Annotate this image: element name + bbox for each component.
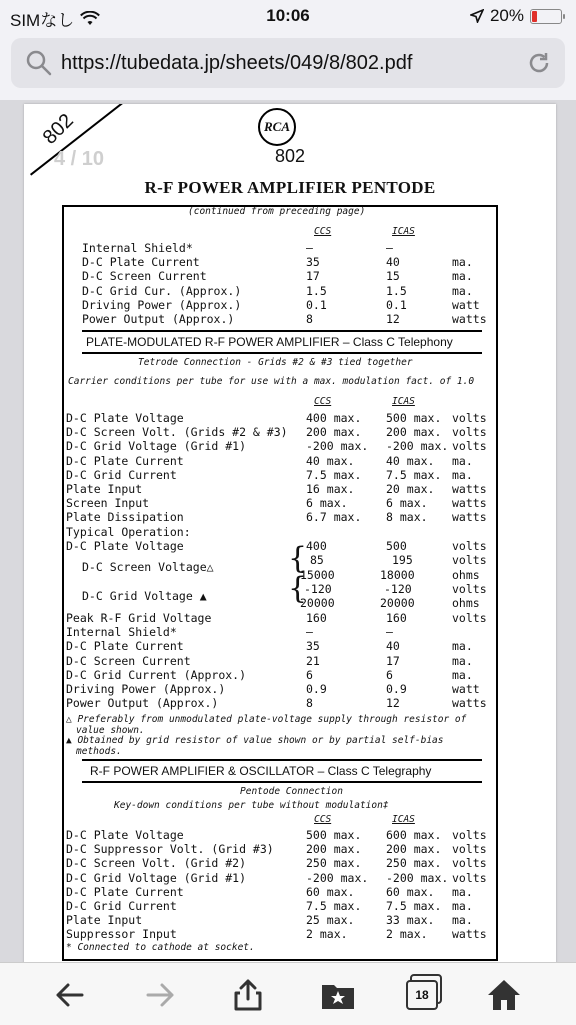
spec-row-ccs: 0.1 (306, 297, 327, 312)
address-bar-container (0, 32, 576, 100)
spec-row-unit: volts (452, 870, 487, 885)
spec-row-ccs: -200 max. (306, 439, 369, 454)
spec-row-icas: 160 (386, 611, 407, 625)
spec-row-unit: watts (452, 482, 487, 496)
spec-row-ccs: 250 max. (306, 856, 362, 871)
spec-row-label: D-C Screen Current (82, 269, 207, 284)
spec-row-unit: volts (452, 425, 487, 440)
spec-row-icas: 8 max. (386, 510, 428, 525)
spec-row-icas: 500 (386, 538, 407, 553)
spec-row-ccs: 35 (306, 255, 320, 270)
grid-resistor-unit: ohms (452, 596, 480, 610)
spec-row-ccs: 7.5 max. (306, 899, 362, 913)
spec-row-icas: 1.5 (386, 283, 407, 298)
spec-row-unit: ma. (452, 255, 473, 270)
col-header-icas: ICAS (392, 814, 415, 825)
spec-row-ccs: 160 (306, 611, 327, 625)
spec-row-ccs: 40 max. (306, 453, 355, 468)
section3-sub1: Pentode Connection (240, 786, 343, 797)
section-rule (82, 781, 482, 783)
status-right (470, 6, 562, 26)
spec-row-unit: volts (452, 439, 487, 454)
spec-row-ccs: 21 (306, 653, 320, 668)
note-2: ▲ Obtained by grid resistor of value shown or by partial self-bias (66, 735, 444, 746)
spec-row-label: D-C Plate Voltage (66, 538, 184, 553)
spec-row-icas: 6 max. (386, 496, 428, 511)
spec-row-icas: 33 max. (386, 913, 435, 928)
spec-row-icas: 0.9 (386, 682, 407, 696)
search-icon (25, 49, 53, 77)
spec-row-unit: volts (452, 828, 487, 842)
spec-row-label: D-C Grid Voltage (Grid #1) (66, 870, 247, 885)
spec-row-label: D-C Plate Current (66, 884, 184, 899)
pdf-page (24, 104, 556, 962)
spec-row-unit: watts (452, 927, 487, 942)
spec-row-unit: ma. (452, 453, 473, 468)
section-rule (82, 352, 482, 354)
spec-row-ccs: 35 (306, 639, 320, 654)
screen-voltage-unit: volts (452, 553, 487, 567)
spec-row-unit: ma. (452, 653, 473, 668)
spec-row-icas: 2 max. (386, 927, 428, 942)
note-2b: methods. (76, 746, 122, 757)
section-rule (82, 759, 482, 761)
battery-percent: 20% (489, 6, 524, 25)
page-indicator: 4 / 10 (54, 148, 105, 170)
spec-row-label: D-C Plate Current (82, 255, 200, 270)
status-time: 10:06 (266, 6, 310, 25)
spec-row-ccs: -200 max. (306, 870, 369, 885)
section2-sub1: Tetrode Connection - Grids #2 & #3 tied together (138, 357, 413, 368)
col-header-ccs: CCS (314, 814, 332, 825)
continued-note: (continued from preceding page) (188, 206, 366, 217)
spec-row-unit: ma. (452, 884, 473, 899)
battery-level (532, 11, 537, 22)
section3-title: R-F POWER AMPLIFIER & OSCILLATOR – Class C Telegraphy (90, 764, 432, 778)
spec-row-icas: 12 (386, 696, 400, 711)
spec-row-icas: 40 max. (386, 453, 435, 468)
bookmarks-icon[interactable] (320, 977, 356, 1013)
spec-row-label: Plate Dissipation (66, 510, 184, 525)
section2-sub2: Carrier conditions per tube for use with a max. modulation fact. of 1.0 (68, 376, 475, 387)
screen-resistor-unit: ohms (452, 568, 480, 582)
spec-row-label: D-C Grid Cur. (Approx.) (82, 283, 242, 298)
spec-row-label: D-C Screen Volt. (Grid #2) (66, 856, 247, 871)
spec-row-ccs: 400 max. (306, 411, 362, 425)
tabs-button[interactable] (406, 977, 442, 1013)
grid-resistor-icas: 20000 (380, 596, 415, 610)
rca-logo: RCA (258, 108, 296, 146)
spec-row-unit: watts (452, 496, 487, 511)
spec-row-ccs: 6 (306, 667, 313, 682)
spec-row-unit: watts (452, 696, 487, 711)
grid-resistor-ccs: 20000 (300, 596, 335, 610)
spec-row-unit: ma. (452, 899, 473, 913)
spec-row-label: Suppressor Input (66, 927, 177, 942)
spec-row-ccs: 500 max. (306, 828, 362, 842)
grid-voltage-icas: -120 (384, 582, 412, 596)
battery-icon (530, 9, 562, 24)
spec-row-ccs: 2 max. (306, 927, 348, 942)
spec-row-label: Plate Input (66, 913, 143, 928)
col-header-icas: ICAS (392, 396, 415, 407)
spec-row-icas: 7.5 max. (386, 467, 442, 482)
spec-row-label: D-C Screen Volt. (Grids #2 & #3) (66, 425, 288, 440)
note-1b: value shown. (76, 725, 145, 736)
spec-row-unit: volts (452, 611, 487, 625)
spec-row-icas: 17 (386, 653, 400, 668)
spec-row-ccs: 200 max. (306, 842, 362, 857)
grid-voltage-label: D-C Grid Voltage ▲ (82, 589, 207, 603)
spec-row-unit: volts (452, 538, 487, 553)
spec-row-ccs: 8 (306, 696, 313, 711)
spec-row-icas: – (386, 241, 393, 255)
spec-row-unit: watts (452, 510, 487, 525)
spec-row-label: Driving Power (Approx.) (82, 297, 242, 312)
spec-row-icas: 40 (386, 639, 400, 654)
spec-row-ccs: – (306, 625, 313, 640)
doc-title: R-F POWER AMPLIFIER PENTODE (144, 178, 436, 197)
spec-row-icas: 20 max. (386, 482, 435, 496)
spec-row-icas: 60 max. (386, 884, 435, 899)
spec-row-unit: ma. (452, 283, 473, 298)
grid-voltage-ccs: -120 (304, 582, 332, 596)
brace: { (288, 541, 308, 576)
reload-icon[interactable] (527, 51, 551, 75)
spec-row-ccs: 17 (306, 269, 320, 284)
spec-row-unit: ma. (452, 639, 473, 654)
forward-arrow-icon[interactable] (142, 977, 178, 1013)
spec-row-unit: volts (452, 842, 487, 857)
spec-row-ccs: 200 max. (306, 425, 362, 440)
spec-row-label: D-C Plate Current (66, 639, 184, 654)
location-arrow-icon (470, 9, 484, 23)
spec-row-icas: 12 (386, 312, 400, 326)
spec-row-icas: 15 (386, 269, 400, 284)
spec-row-icas: 600 max. (386, 828, 442, 842)
spec-row-unit: ma. (452, 667, 473, 682)
spec-row-icas: 250 max. (386, 856, 442, 871)
tube-number: 802 (274, 146, 306, 166)
spec-row-label: Driving Power (Approx.) (66, 682, 226, 696)
spec-row-label: Typical Operation: (66, 524, 191, 539)
share-icon[interactable] (230, 977, 266, 1013)
spec-row-icas: -200 max. (386, 870, 449, 885)
spec-row-label: D-C Screen Current (66, 653, 191, 668)
spec-row-label: Power Output (Approx.) (66, 696, 219, 711)
spec-row-unit: ma. (452, 467, 473, 482)
spec-row-unit: watt (452, 682, 480, 696)
spec-row-ccs: 25 max. (306, 913, 355, 928)
corner-tube-tag: 802 (38, 109, 78, 149)
spec-row-icas: 200 max. (386, 425, 442, 440)
spec-row-label: Peak R-F Grid Voltage (66, 611, 212, 625)
browser-toolbar (0, 962, 576, 1025)
spec-row-icas: – (386, 625, 393, 640)
spec-row-label: D-C Suppressor Volt. (Grid #3) (66, 842, 274, 857)
screen-resistor-icas: 18000 (380, 568, 415, 582)
spec-row-label: Internal Shield* (82, 241, 193, 255)
screen-voltage-label: D-C Screen Voltage△ (82, 560, 214, 574)
carrier-label: SIMなし (10, 11, 75, 30)
col-header-ccs: CCS (314, 396, 332, 407)
spec-row-unit: volts (452, 856, 487, 871)
spec-row-ccs: 60 max. (306, 884, 355, 899)
spec-row-icas: 200 max. (386, 842, 442, 857)
note-1: △ Preferably from unmodulated plate-voltage supply through resistor of (66, 714, 467, 725)
spec-row-label: D-C Plate Voltage (66, 828, 184, 842)
brace: { (288, 571, 308, 606)
spec-row-ccs: 6 max. (306, 496, 348, 511)
spec-row-label: Power Output (Approx.) (82, 312, 235, 326)
footnote: * Connected to cathode at socket. (66, 942, 255, 953)
pdf-viewport[interactable] (0, 100, 576, 962)
spec-row-icas: 0.1 (386, 297, 407, 312)
spec-row-label: D-C Grid Voltage (Grid #1) (66, 439, 247, 454)
spec-row-label: Internal Shield* (66, 625, 177, 640)
spec-row-label: D-C Plate Current (66, 453, 184, 468)
spec-row-ccs: 16 max. (306, 482, 355, 496)
tabs-count: 18 (406, 980, 438, 1010)
spec-row-unit: watt (452, 297, 480, 312)
spec-row-icas: -200 max. (386, 439, 449, 454)
spec-row-icas: 6 (386, 667, 393, 682)
spec-row-icas: 40 (386, 255, 400, 270)
screen-resistor-ccs: 15000 (300, 568, 335, 582)
spec-row-ccs: 6.7 max. (306, 510, 362, 525)
section-rule (82, 330, 482, 332)
spec-row-label: D-C Plate Voltage (66, 411, 184, 425)
spec-row-label: D-C Grid Current (Approx.) (66, 667, 247, 682)
section3-sub2: Key-down conditions per tube without modulation‡ (114, 800, 389, 811)
spec-row-ccs: – (306, 241, 313, 255)
spec-row-unit: watts (452, 312, 487, 326)
spec-row-unit: volts (452, 411, 487, 425)
spec-row-ccs: 1.5 (306, 283, 327, 298)
spec-row-ccs: 8 (306, 312, 313, 326)
address-bar[interactable] (11, 38, 565, 88)
spec-row-label: D-C Grid Current (66, 899, 177, 913)
screen-voltage-ccs: 85 (310, 553, 324, 567)
section2-title: PLATE-MODULATED R-F POWER AMPLIFIER – Class C Telephony (86, 335, 453, 349)
url-text[interactable]: https://tubedata.jp/sheets/049/8/802.pdf (61, 51, 413, 74)
home-icon[interactable] (486, 977, 522, 1013)
grid-voltage-unit: volts (452, 582, 487, 596)
col-header-icas: ICAS (392, 226, 415, 237)
spec-row-label: Plate Input (66, 482, 143, 496)
spec-row-unit: ma. (452, 269, 473, 284)
spec-row-ccs: 0.9 (306, 682, 327, 696)
spec-row-label: D-C Grid Current (66, 467, 177, 482)
back-arrow-icon[interactable] (52, 977, 88, 1013)
spec-row-ccs: 400 (306, 538, 327, 553)
screen-voltage-icas: 195 (392, 553, 413, 567)
spec-row-icas: 500 max. (386, 411, 442, 425)
spec-row-unit: ma. (452, 913, 473, 928)
col-header-ccs: CCS (314, 226, 332, 237)
spec-row-icas: 7.5 max. (386, 899, 442, 913)
spec-row-label: Screen Input (66, 496, 150, 511)
status-bar (0, 0, 576, 32)
spec-row-ccs: 7.5 max. (306, 467, 362, 482)
